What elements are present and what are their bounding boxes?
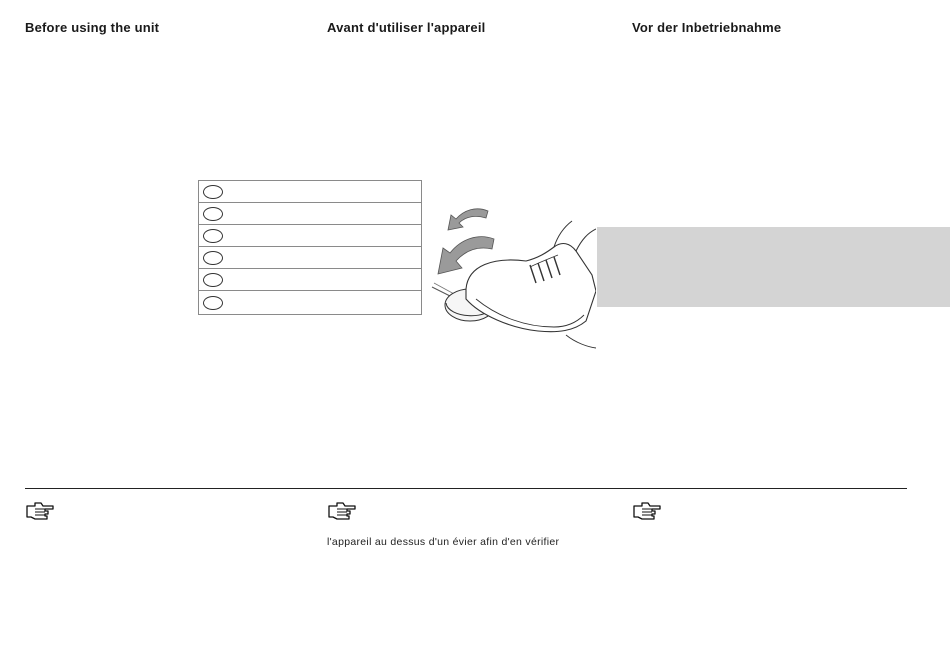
step-row (199, 269, 421, 291)
curved-arrow-icon (448, 209, 488, 230)
step-row (199, 291, 421, 314)
step-row (199, 181, 421, 203)
section-divider (25, 488, 907, 489)
oval-step-marker-icon (203, 185, 223, 199)
oval-step-marker-icon (203, 251, 223, 265)
heading-french: Avant d'utiliser l'appareil (327, 20, 486, 35)
pointing-hand-note-icon (327, 500, 357, 522)
gray-highlight-panel (597, 227, 950, 307)
step-row (199, 203, 421, 225)
foot-pressing-pedal-illustration (426, 203, 596, 353)
oval-step-marker-icon (203, 207, 223, 221)
pointing-hand-note-icon (25, 500, 55, 522)
step-row (199, 247, 421, 269)
oval-step-marker-icon (203, 273, 223, 287)
step-row (199, 225, 421, 247)
step-table (198, 180, 422, 315)
oval-step-marker-icon (203, 296, 223, 310)
heading-english: Before using the unit (25, 20, 160, 35)
pointing-hand-note-icon (632, 500, 662, 522)
french-note-text: l'appareil au dessus d'un évier afin d'en vérifier (327, 536, 560, 548)
oval-step-marker-icon (203, 229, 223, 243)
heading-german: Vor der Inbetriebnahme (632, 20, 782, 35)
